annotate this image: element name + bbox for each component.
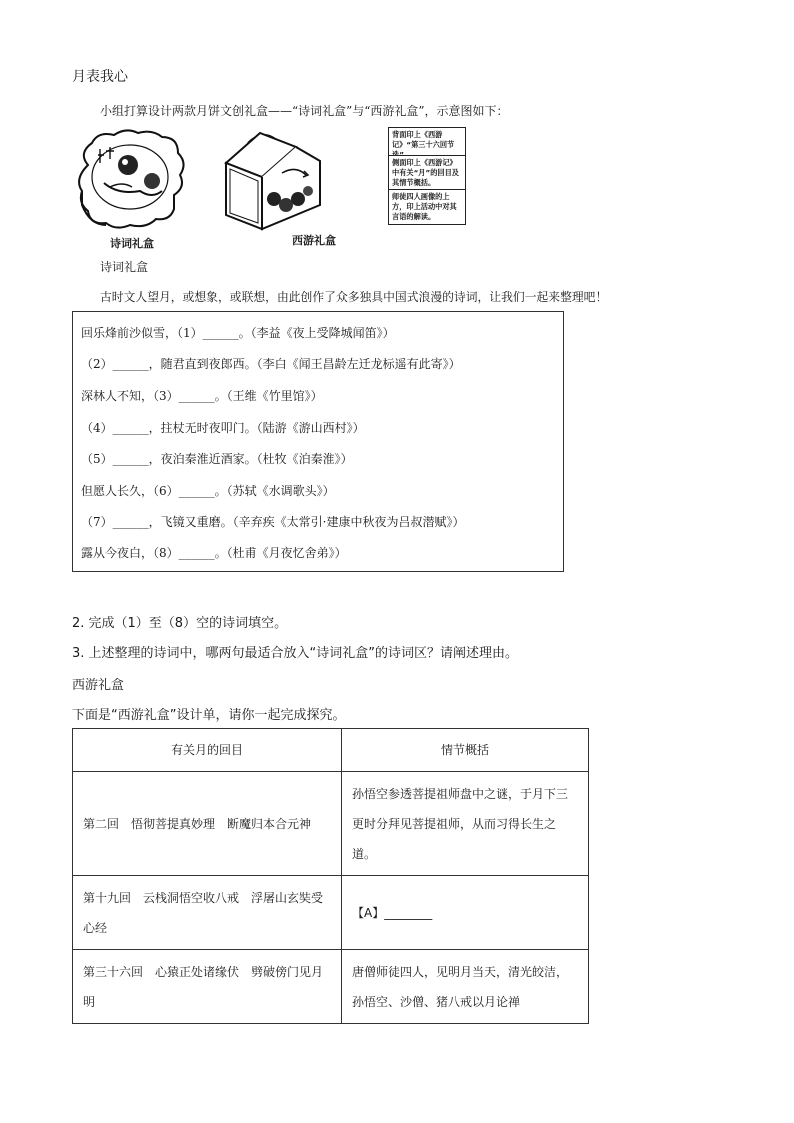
answer-a-cell[interactable]: 【A】________ bbox=[342, 876, 589, 950]
poem-line: （4）______，拄杖无时夜叩门。（陆游《游山西村》） bbox=[81, 421, 365, 435]
poem-line: （5）______，夜泊秦淮近酒家。（杜牧《泊秦淮》） bbox=[81, 452, 353, 466]
note-back: 背面印上《西游记》“第三十六回节 bbox=[388, 127, 466, 163]
box-illustration bbox=[220, 125, 330, 235]
table-header-row bbox=[73, 729, 589, 772]
table-row bbox=[73, 876, 589, 950]
note-side: 侧面印上《西游记》中有关“月”的回目及其情节概括。 bbox=[388, 155, 466, 191]
poem-line: 但愿人长久，（6）______。（苏轼《水调歌头》） bbox=[81, 484, 335, 498]
chapter-cell: 第二回 悟彻菩提真妙理 断魔归本合元神 bbox=[73, 772, 342, 876]
poem-box bbox=[72, 311, 564, 572]
xiyou-intro: 下面是“西游礼盒”设计单，请你一起完成探究。 bbox=[72, 708, 346, 723]
table-row bbox=[73, 772, 589, 876]
summary-cell: 孙悟空参透菩提祖师盘中之谜，于月下三更时分拜见菩提祖师，从而习得长生之道。 bbox=[342, 772, 589, 876]
table-header: 有关月的回目 bbox=[73, 729, 342, 772]
poem-line: （2）______，随君直到夜郎西。（李白《闻王昌龄左迁龙标遥有此寄》） bbox=[81, 357, 461, 371]
design-table bbox=[72, 728, 589, 1024]
poem-line: （7）______，飞镜又重磨。（辛弃疾《太常引·建康中秋夜为吕叔潜赋》） bbox=[81, 515, 465, 529]
table-header: 情节概括 bbox=[342, 729, 589, 772]
xiyou-title: 西游礼盒 bbox=[72, 678, 125, 693]
gift-box-figure bbox=[70, 125, 459, 250]
note-top: 师徒四人画像的上方，印上活动中对其言语的解读。 bbox=[388, 189, 466, 225]
chapter-cell: 第三十六回 心猿正处诸缘伏 劈破傍门见月明 bbox=[73, 950, 342, 1024]
question-2: 2. 完成（1）至（8）空的诗词填空。 bbox=[72, 616, 288, 631]
poem-line: 深林人不知，（3）______。（王维《竹里馆》） bbox=[81, 389, 323, 403]
mooncake-illustration bbox=[70, 125, 200, 235]
poem-line: 露从今夜白，（8）______。（杜甫《月夜忆舍弟》） bbox=[81, 546, 347, 560]
question-3: 3. 上述整理的诗词中，哪两句最适合放入“诗词礼盒”的诗词区？请阐述理由。 bbox=[72, 646, 519, 661]
poem-intro: 古时文人望月，或想象，或联想，由此创作了众多独具中国式浪漫的诗词，让我们一起来整理吧！ bbox=[100, 290, 608, 304]
box-caption: 西游礼盒 bbox=[292, 234, 336, 247]
intro-text: 小组打算设计两款月饼文创礼盒——“诗词礼盒”与“西游礼盒”，示意图如下： bbox=[100, 104, 509, 118]
mooncake-caption: 诗词礼盒 bbox=[110, 237, 154, 250]
summary-cell: 唐僧师徒四人，见明月当天，清光皎洁，孙悟空、沙僧、猪八戒以月论禅 bbox=[342, 950, 589, 1024]
section-title: 月表我心 bbox=[72, 69, 128, 85]
chapter-cell: 第十九回 云栈洞悟空收八戒 浮屠山玄奘受心经 bbox=[73, 876, 342, 950]
poem-section-title: 诗词礼盒 bbox=[100, 260, 149, 274]
poem-line: 回乐烽前沙似雪，（1）______。（李益《夜上受降城闻笛》） bbox=[81, 326, 395, 340]
table-row bbox=[73, 950, 589, 1024]
